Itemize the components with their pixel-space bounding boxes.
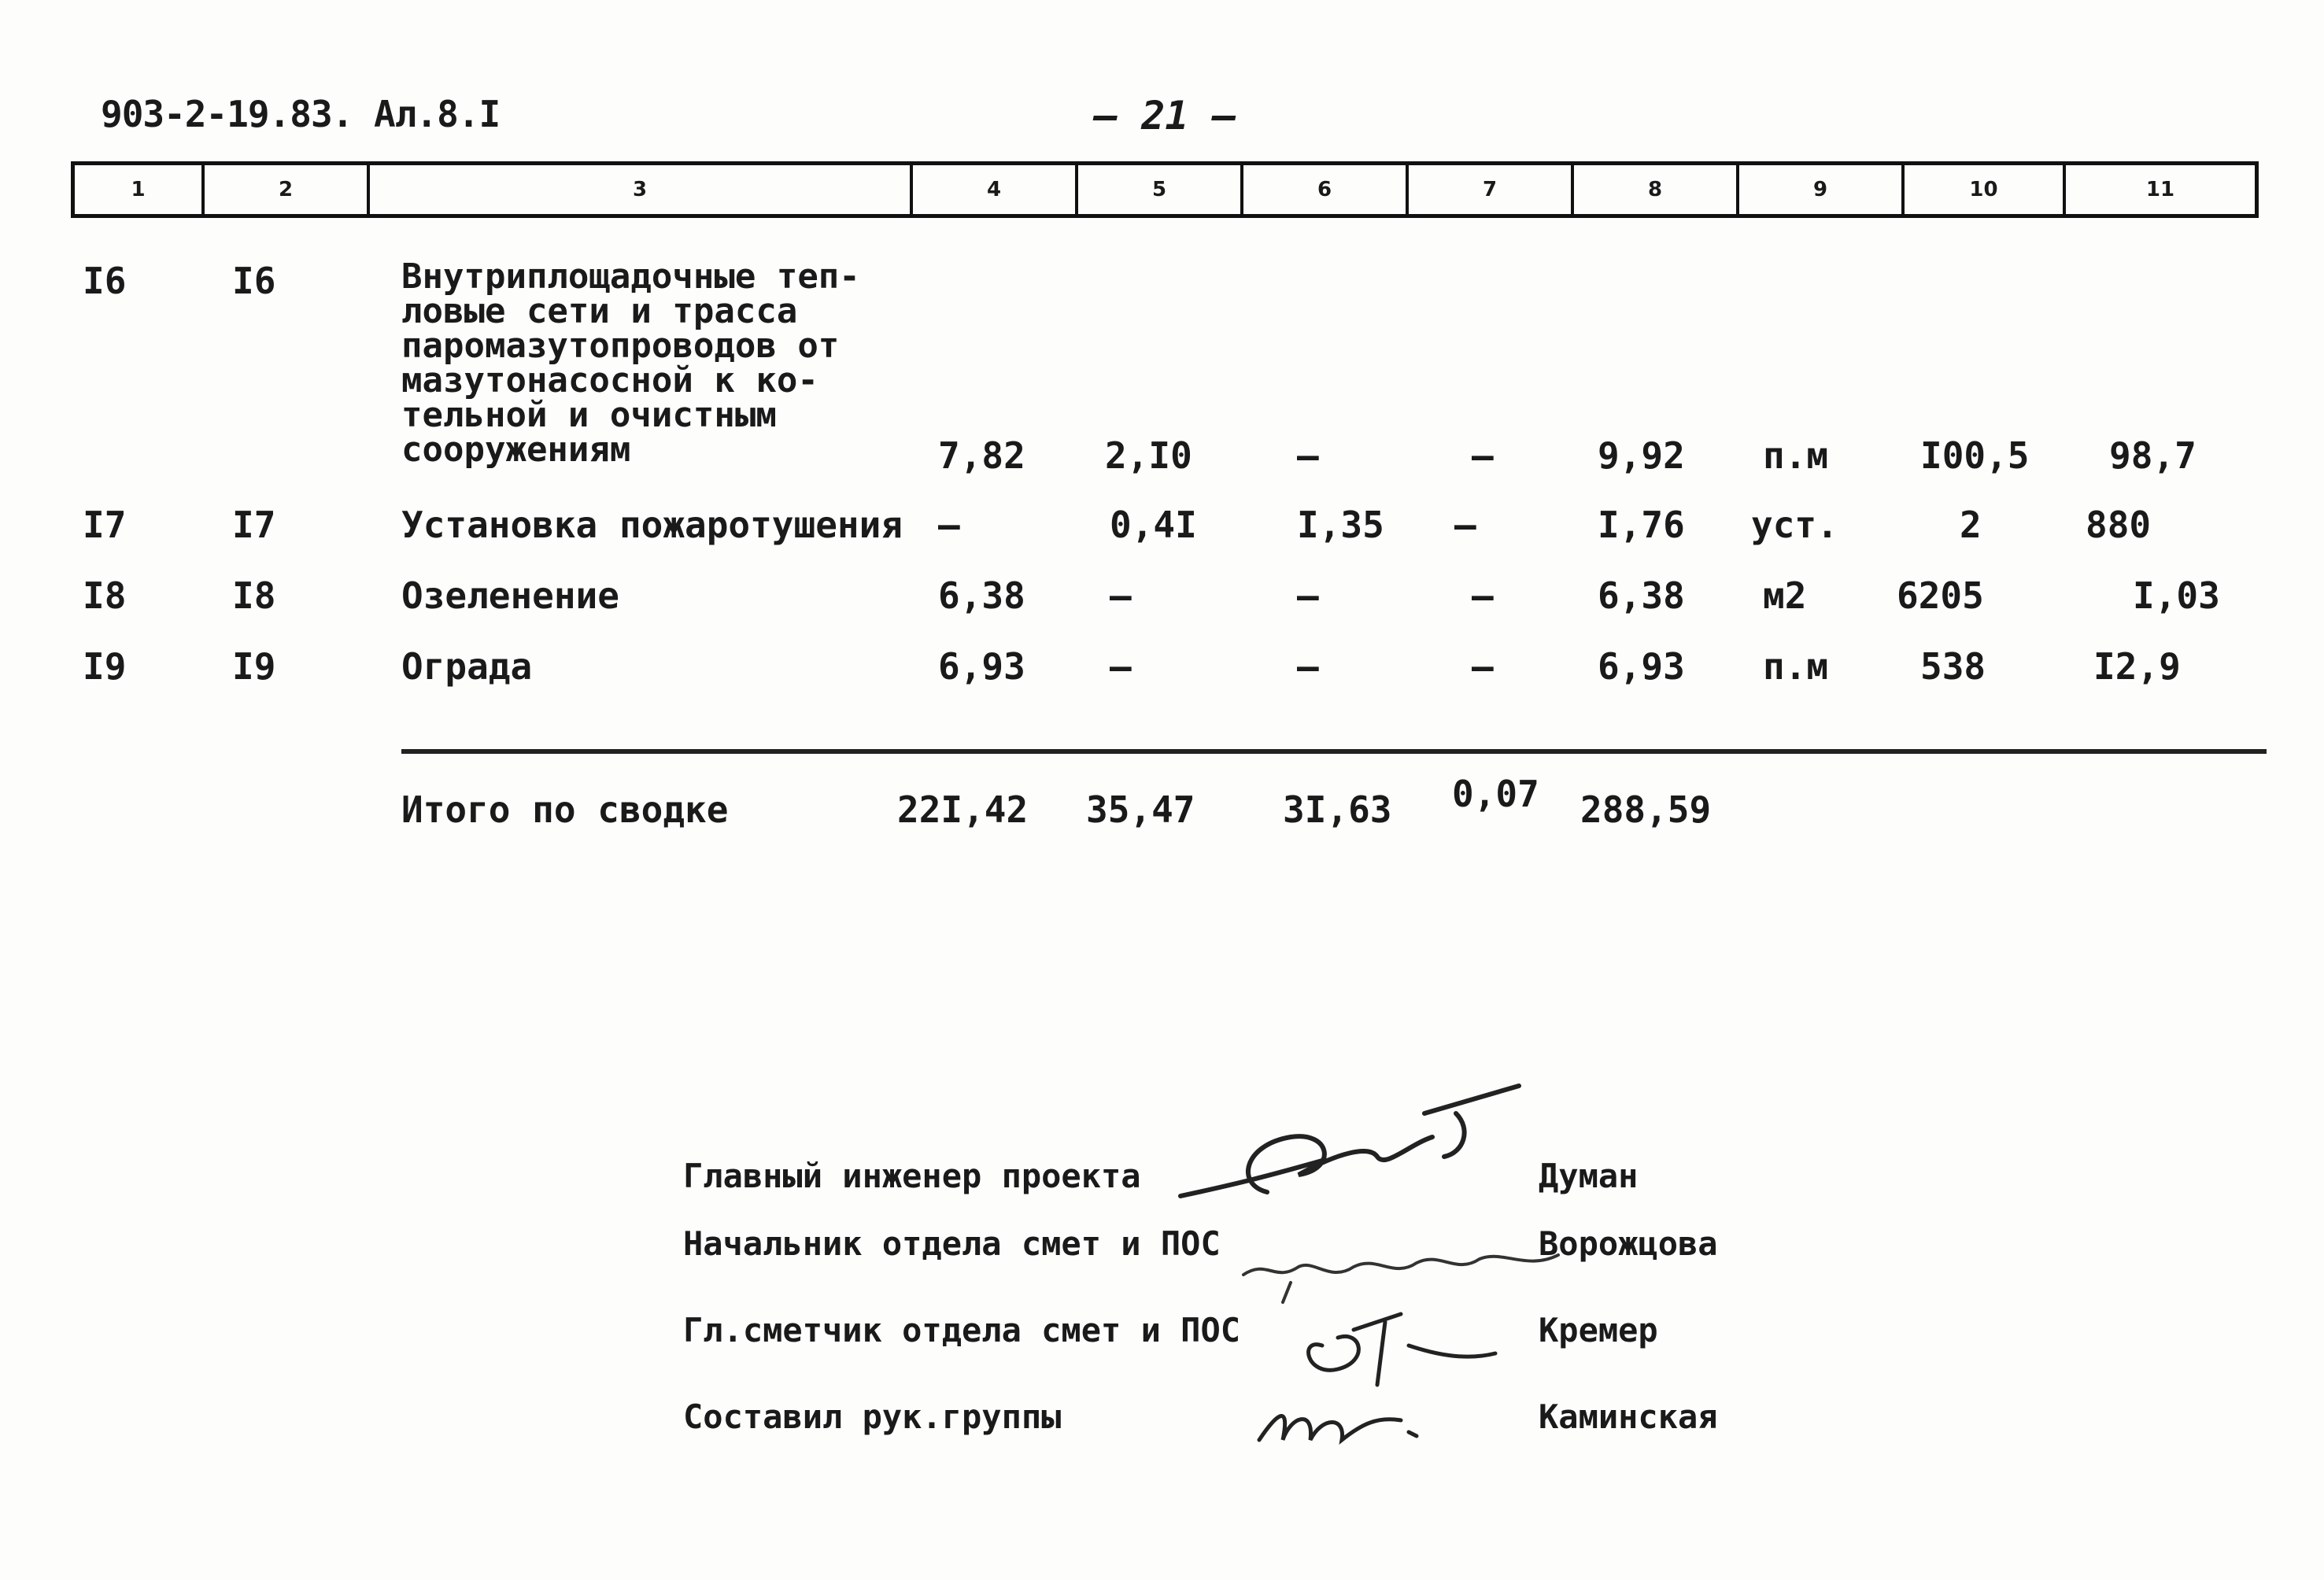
cell-c5: 2,I0 [1105,434,1192,477]
column-number: 3 [370,165,913,214]
column-number: 10 [1905,165,2066,214]
cell-unit: м2 [1763,574,1807,617]
cell-c8: 6,93 [1598,645,1685,688]
signature-name: Каминская [1539,1397,1718,1436]
column-number: 8 [1574,165,1739,214]
cell-unit-cost: 98,7 [2109,434,2197,477]
total-label: Итого по сводке [401,788,729,831]
column-number: 2 [205,165,370,214]
signature-title: Главный инженер проекта [683,1157,1141,1195]
total-divider-line [401,749,2267,754]
total-c6: 3I,63 [1283,788,1392,831]
row-index: I6 [83,260,127,302]
cell-quantity: 6205 [1897,574,1984,617]
row-index: I8 [83,574,127,617]
handwritten-signature [1291,1298,1511,1393]
cell-quantity: 538 [1920,645,1986,688]
cell-c7: – [1472,434,1494,477]
cell-c7: – [1472,574,1494,617]
column-number: 1 [75,165,205,214]
document-code: 903-2-19.83. Ал.8.I [101,93,501,135]
row-index-2: I6 [232,260,276,302]
cell-c4: – [938,504,960,546]
handwritten-signature [1173,1082,1535,1208]
cell-unit-cost: I2,9 [2093,645,2181,688]
cell-c5: – [1110,645,1132,688]
cell-c7: – [1472,645,1494,688]
total-c7: 0,07 [1452,773,1539,815]
cell-unit-cost: I,03 [2133,574,2220,617]
cell-c6: – [1297,574,1319,617]
handwritten-signature [1228,1227,1590,1306]
cell-c6: I,35 [1297,504,1384,546]
cell-quantity: I00,5 [1920,434,2030,477]
cell-c8: 9,92 [1598,434,1685,477]
signature-title: Начальник отдела смет и ПОС [683,1224,1221,1263]
cell-c6: – [1297,434,1319,477]
column-number: 5 [1078,165,1243,214]
total-c5: 35,47 [1086,788,1195,831]
signature-title: Составил рук.группы [683,1397,1062,1436]
column-number: 9 [1739,165,1905,214]
total-c8: 288,59 [1580,788,1712,831]
row-index: I9 [83,645,127,688]
cell-c8: 6,38 [1598,574,1685,617]
cell-c8: I,76 [1598,504,1685,546]
column-number: 11 [2145,178,2175,201]
cell-c5: – [1110,574,1132,617]
row-index: I7 [83,504,127,546]
signature-name: Думан [1539,1157,1639,1195]
column-number: 7 [1409,165,1574,214]
row-name: Установка пожаротушения [401,504,903,546]
signature-name: Кремер [1539,1311,1658,1349]
cell-quantity: 2 [1960,504,1982,546]
handwritten-signature [1243,1385,1448,1456]
row-index-2: I9 [232,645,276,688]
page-number: — 21 — [1094,93,1236,138]
cell-c4: 6,38 [938,574,1025,617]
cell-c4: 6,93 [938,645,1025,688]
row-index-2: I7 [232,504,276,546]
cell-unit: п.м [1763,645,1829,688]
cell-c7: – [1454,504,1476,546]
cell-unit: п.м [1763,434,1829,477]
cell-unit-cost: 880 [2086,504,2152,546]
signature-title: Гл.сметчик отдела смет и ПОС [683,1311,1241,1349]
cell-c4: 7,82 [938,434,1025,477]
cell-unit: уст. [1751,504,1838,546]
total-c4: 22I,42 [897,788,1029,831]
row-name: Ограда [401,645,533,688]
cell-c6: – [1297,645,1319,688]
row-name: Озеленение [401,574,619,617]
signature-name: Ворожцова [1539,1224,1718,1263]
column-header-strip [71,161,2259,218]
row-name: Внутриплощадочные теп- ловые сети и трасса паромазутопроводов от мазутонасосной к ко- тельной и очистным сооружениям [401,257,860,470]
cell-c5: 0,4I [1110,504,1197,546]
row-index-2: I8 [232,574,276,617]
column-number: 4 [913,165,1078,214]
column-number: 6 [1243,165,1409,214]
